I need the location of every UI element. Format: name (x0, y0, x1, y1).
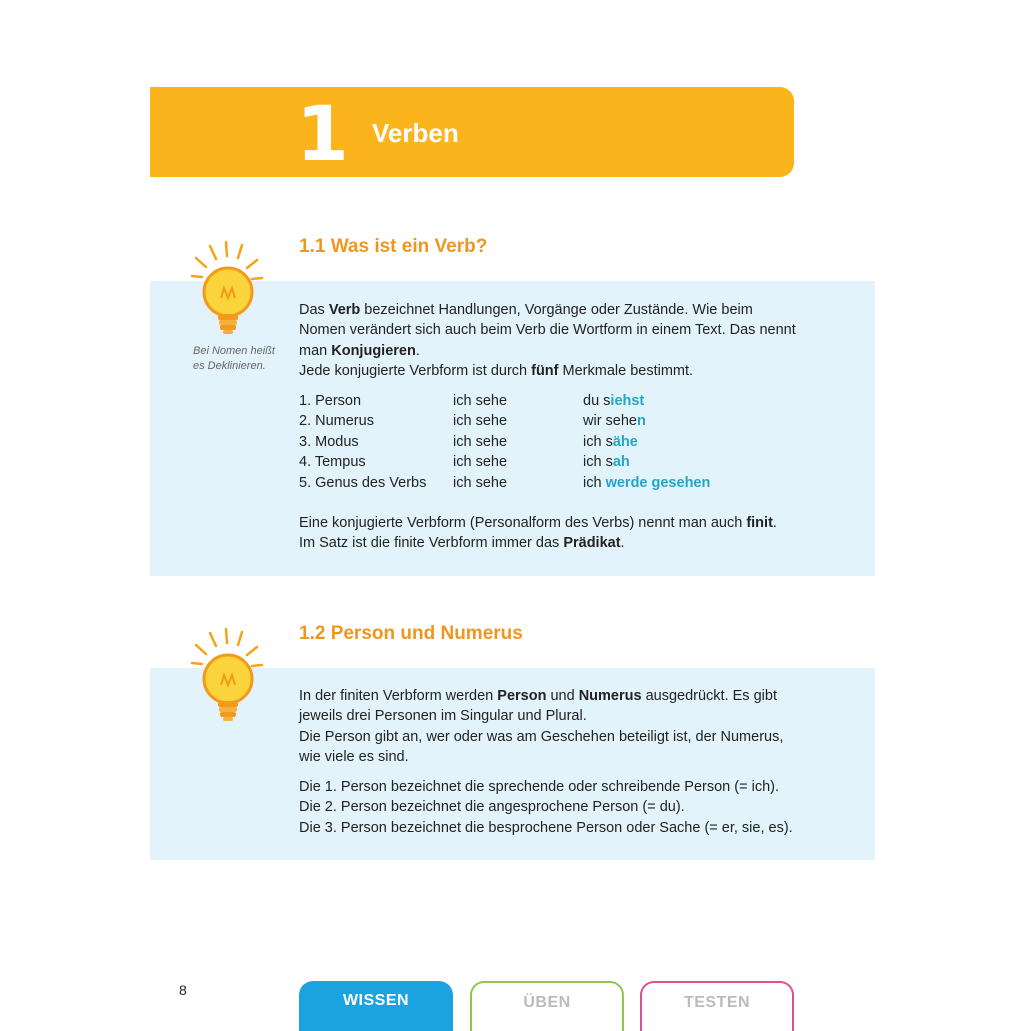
side-note-line: es Deklinieren. (193, 360, 266, 372)
feature-row (299, 391, 779, 411)
feature-name: 4. Tempus (299, 454, 366, 471)
chapter-banner (150, 87, 794, 177)
page-number: 8 (179, 982, 187, 998)
feature-name: 1. Person (299, 393, 362, 409)
feature-name: 5. Genus des Verbs (299, 474, 427, 491)
feature-base: ich sehe (453, 413, 508, 430)
feature-form: wir sehen (583, 413, 646, 430)
feature-base: ich sehe (453, 474, 508, 491)
feature-row (299, 452, 779, 472)
tab-ueben[interactable]: ÜBEN (470, 981, 624, 1031)
section-1-intro: Das Verb bezeichnet Handlungen, Vorgänge oder Zustände. Wie beim Nomen verändert sich auch beim Verb die Wortform in einem Text. Das nennt man Konjugieren. Jede konjugierte Verbform ist durch fünf Merkmale bestimmt. (299, 302, 796, 380)
feature-name: 3. Modus (299, 433, 359, 450)
feature-form: du siehst (583, 393, 645, 409)
feature-form: ich sah (583, 454, 630, 471)
person-line: Die 2. Person bezeichnet die angesprochene Person (= du). (299, 799, 685, 816)
chapter-title: Verben (372, 118, 459, 148)
lightbulb-icon (188, 240, 268, 340)
section-1-outro: Eine konjugierte Verbform (Personalform des Verbs) nennt man auch finit. Im Satz ist die finite Verbform immer das Prädikat. (299, 515, 777, 552)
feature-row (299, 411, 779, 431)
section-1-heading: 1.1 Was ist ein Verb? (299, 236, 488, 257)
feature-row (299, 432, 779, 452)
tab-testen[interactable]: TESTEN (640, 981, 794, 1031)
feature-base: ich sehe (453, 393, 508, 409)
side-note (193, 344, 275, 374)
feature-list (299, 391, 779, 493)
person-line: Die 3. Person bezeichnet die besprochene Person oder Sache (= er, sie, es). (299, 819, 793, 836)
feature-base: ich sehe (453, 433, 508, 450)
person-line: Die 1. Person bezeichnet die sprechende oder schreibende Person (= ich). (299, 779, 779, 795)
side-note-line: Bei Nomen heißt (193, 345, 275, 357)
chapter-number: 1 (296, 89, 349, 178)
tab-wissen[interactable]: WISSEN (299, 981, 453, 1031)
feature-base: ich sehe (453, 454, 508, 471)
feature-row (299, 473, 779, 493)
section-2-heading: 1.2 Person und Numerus (299, 623, 523, 644)
feature-form: ich sähe (583, 433, 638, 450)
section-2-paragraph-1: In der finiten Verbform werden Person und Numerus ausgedrückt. Es gibt jeweils drei Personen im Singular und Plural. Die Person gibt an, wer oder was am Geschehen beteiligt ist, der Numerus, wie viele es sind. (299, 688, 784, 766)
feature-form: ich werde gesehen (583, 474, 711, 491)
lightbulb-icon (188, 627, 268, 727)
feature-name: 2. Numerus (299, 413, 374, 430)
section-2-paragraph-2 (299, 777, 819, 838)
